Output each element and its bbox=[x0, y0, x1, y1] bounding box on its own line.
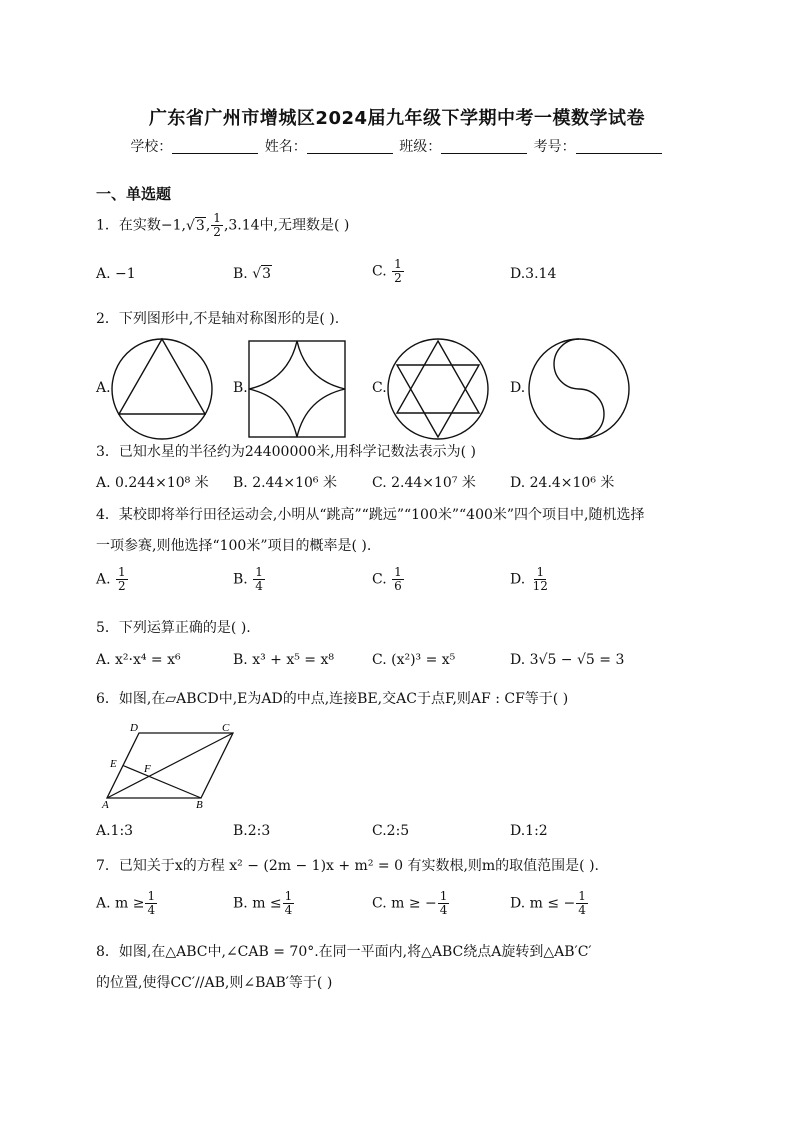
q4-option-b[interactable]: B. $\frac{1}{4}$ bbox=[233, 565, 263, 593]
q2-option-c-label[interactable]: C. bbox=[372, 380, 387, 396]
figure-square-star bbox=[248, 340, 346, 438]
q2-option-a-label[interactable]: A. bbox=[96, 380, 111, 396]
q1-option-d[interactable]: D.3.14 bbox=[510, 266, 557, 282]
q7-option-a[interactable]: A. m ≥ $\frac{1}{4}$ bbox=[96, 889, 156, 917]
vertex-label-f: F bbox=[144, 763, 151, 775]
q3-option-b[interactable]: B. 2.44×10⁶ 米 bbox=[233, 475, 337, 491]
q1-option-a[interactable]: A. −1 bbox=[96, 266, 136, 282]
q6-option-d[interactable]: D.1:2 bbox=[510, 823, 548, 839]
q1-option-c[interactable]: C. $\frac{1}{2}$ bbox=[372, 257, 402, 285]
q2-option-d-label[interactable]: D. bbox=[510, 380, 526, 396]
class-label: 班级： bbox=[399, 139, 442, 155]
question-2-stem: 2．下列图形中,不是轴对称图形的是( ). bbox=[96, 311, 340, 327]
question-4-stem-line-2: 一项参赛,则他选择“100米”项目的概率是( ). bbox=[96, 538, 372, 554]
q4-option-a[interactable]: A. $\frac{1}{2}$ bbox=[96, 565, 126, 593]
q1-option-b[interactable]: B. √3 bbox=[233, 266, 272, 282]
sqrt-3: √3 bbox=[186, 217, 205, 234]
q7-option-b[interactable]: B. m ≤ $\frac{1}{4}$ bbox=[233, 889, 293, 917]
class-blank[interactable] bbox=[441, 139, 527, 154]
exam-no-label: 考号： bbox=[533, 139, 576, 155]
figure-yin-yang-circle bbox=[527, 337, 631, 441]
fraction-one-half: $\frac{1}{2}$ bbox=[213, 211, 221, 239]
exam-no-blank[interactable] bbox=[576, 139, 662, 154]
q7-option-c[interactable]: C. m ≥ − $\frac{1}{4}$ bbox=[372, 889, 448, 917]
figure-circle-triangle bbox=[110, 337, 214, 441]
vertex-label-c: C bbox=[222, 722, 230, 734]
student-info-line bbox=[0, 136, 794, 156]
q3-option-a[interactable]: A. 0.244×10⁸ 米 bbox=[96, 475, 209, 491]
vertex-label-e: E bbox=[110, 758, 117, 770]
q6-option-c[interactable]: C.2:5 bbox=[372, 823, 410, 839]
school-label: 学校： bbox=[130, 139, 173, 155]
question-4-stem-line-1: 4．某校即将举行田径运动会,小明从“跳高”“跳远”“100米”“400米”四个项目中,随机选择 bbox=[96, 507, 645, 523]
figure-parallelogram-abcd bbox=[98, 720, 246, 812]
section-heading: 一、单选题 bbox=[96, 185, 172, 203]
vertex-label-d: D bbox=[130, 722, 138, 734]
q3-option-c[interactable]: C. 2.44×10⁷ 米 bbox=[372, 475, 476, 491]
question-3-stem: 3．已知水星的半径约为24400000米,用科学记数法表示为( ) bbox=[96, 444, 476, 460]
vertex-label-b: B bbox=[196, 799, 203, 811]
vertex-label-a: A bbox=[102, 799, 109, 811]
question-7-stem: 7．已知关于x的方程 x² − (2m − 1)x + m² = 0 有实数根,则m的取值范围是( ). bbox=[96, 858, 599, 874]
q5-option-b[interactable]: B. x³ + x⁵ = x⁸ bbox=[233, 652, 334, 668]
q5-option-c[interactable]: C. (x²)³ = x⁵ bbox=[372, 652, 456, 668]
figure-circle-hexagram bbox=[386, 337, 490, 441]
school-blank[interactable] bbox=[172, 139, 258, 154]
question-8-stem-line-1: 8．如图,在△ABC中,∠CAB = 70°.在同一平面内,将△ABC绕点A旋转到△AB′C′ bbox=[96, 944, 592, 960]
name-blank[interactable] bbox=[307, 139, 393, 154]
q4-option-c[interactable]: C. $\frac{1}{6}$ bbox=[372, 565, 402, 593]
q4-option-d[interactable]: D. $\frac{1}{12}$ bbox=[510, 565, 548, 593]
name-label: 姓名： bbox=[264, 139, 307, 155]
q2-option-b-label[interactable]: B. bbox=[233, 380, 248, 396]
question-6-stem: 6．如图,在▱ABCD中,E为AD的中点,连接BE,交AC于点F,则AF : CF等于( ) bbox=[96, 691, 569, 707]
question-5-stem: 5．下列运算正确的是( ). bbox=[96, 620, 251, 636]
page-title: 广东省广州市增城区2024届九年级下学期中考一模数学试卷 bbox=[148, 108, 646, 129]
question-1-stem: 1．在实数−1,√3, $\frac{1}{2}$ ,3.14中,无理数是( ) bbox=[96, 211, 350, 239]
q5-option-d[interactable]: D. 3√5 − √5 = 3 bbox=[510, 652, 625, 668]
q7-option-d[interactable]: D. m ≤ − $\frac{1}{4}$ bbox=[510, 889, 586, 917]
q6-option-a[interactable]: A.1:3 bbox=[96, 823, 134, 839]
q6-option-b[interactable]: B.2:3 bbox=[233, 823, 271, 839]
q5-option-a[interactable]: A. x²·x⁴ = x⁶ bbox=[96, 652, 181, 668]
q3-option-d[interactable]: D. 24.4×10⁶ 米 bbox=[510, 475, 615, 491]
question-8-stem-line-2: 的位置,使得CC′//AB,则∠BAB′等于( ) bbox=[96, 975, 333, 991]
